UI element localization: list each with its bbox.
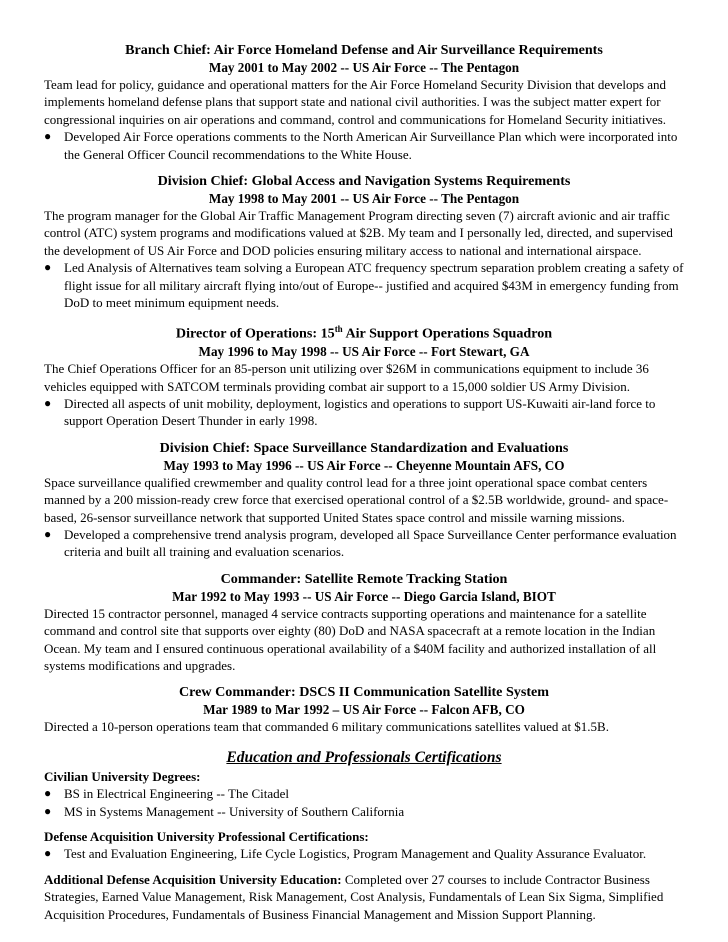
job-description: Directed a 10-person operations team that commanded 6 military communications satellites valued at $1.5B.	[44, 719, 609, 735]
job-description: The program manager for the Global Air Traffic Management Program directing seven (7) aircraft avionic and air traffic control (ATC) system programs and modifications valued at $2B. My team and I personally led, directed, and supervised the development of US Air Force and DOD policies ensuring military access to national and international airspace.	[44, 208, 673, 258]
job-entry	[44, 320, 684, 429]
list-item: ● BS in Electrical Engineering -- The Citadel	[44, 785, 684, 802]
civilian-degrees-heading: Civilian University Degrees:	[44, 768, 201, 784]
job-title	[44, 320, 684, 343]
additional-education-heading: Additional Defense Acquisition University Education:	[44, 871, 342, 887]
civilian-degrees-list	[44, 785, 684, 820]
job-bullet: ● Led Analysis of Alternatives team solving a European ATC frequency spectrum separation problem creating a safety of flight issue for all military aircraft flying into/out of Europe-- justified and acquired $43M in emergency funding from DoD to meet minimum equipment needs.	[44, 259, 684, 311]
job-dates: May 1993 to May 1996 -- US Air Force -- Cheyenne Mountain AFS, CO	[163, 457, 565, 473]
job-dates: Mar 1989 to Mar 1992 – US Air Force -- Falcon AFB, CO	[203, 702, 525, 718]
job-description: Space surveillance qualified crewmember and quality control lead for a three joint operational space combat centers manned by a 200 mission-ready crew force that exercised operational control of a $2.5B worldwide, ground- and space-based, 26-sensor surveillance network that supported United States space control and missile warning missions.	[44, 474, 669, 525]
dau-certifications-heading: Defense Acquisition University Professional Certifications:	[44, 829, 369, 845]
job-bullet: ● Directed all aspects of unit mobility, deployment, logistics and operations to support US-Kuwaiti air-land force to support Operation Desert Thunder in early 1998.	[44, 395, 684, 430]
job-title-prefix: Director of Operations: 15	[175, 326, 335, 343]
job-entry	[44, 570, 684, 675]
job-bullet: ● Developed a comprehensive trend analysis program, developed all Space Surveillance Center performance evaluation criteria and built all training and evaluation scenarios.	[44, 526, 684, 561]
job-title-suffix: Air Support Operations Squadron	[342, 326, 553, 343]
job-entry	[44, 439, 684, 561]
job-entry	[44, 41, 684, 163]
additional-education	[44, 871, 684, 923]
additional-education-text: Completed over 27 courses to include Contractor Business Strategies, Earned Value Management, Risk Management, Cost Analysis, Fundamentals of Lean Six Sigma, Simplified Acquisition Procedures, Fundamentals of Business Financial Management and Mission Support Planning.	[44, 871, 664, 922]
job-bullet: ● Developed Air Force operations comments to the North American Air Surveillance Plan which were incorporated into the General Officer Council recommendations to the White House.	[44, 128, 684, 163]
dau-certifications-list	[44, 845, 684, 862]
list-item: ● MS in Systems Management -- University of Southern California	[44, 803, 684, 820]
job-description: The Chief Operations Officer for an 85-person unit utilizing over $26M in communications equipment to include 36 vehicles equipped with SATCOM terminals providing combat air support to a 15,000 soldier US Army Division.	[44, 361, 649, 394]
job-dates: May 1996 to May 1998 -- US Air Force -- Fort Stewart, GA	[198, 344, 530, 360]
job-description: Directed 15 contractor personnel, managed 4 service contracts supporting operations and maintenance for a satellite command and control site that supports over eighty (80) DoD and NASA spacecraft at a remote location in the Indian Ocean. My team and I ensured continuous operational availability of a $40M facility and authorized installation of all systems modifications and upgrades.	[44, 605, 657, 674]
job-dates: May 1998 to May 2001 -- US Air Force -- The Pentagon	[208, 191, 520, 207]
job-description: Team lead for policy, guidance and operational matters for the Air Force Homeland Security Division that develops and implements homeland defense plans that support state and national civil authorities. I was the subject matter expert for congressional inquiries on air operations and command, control and communications for Homeland Security initiatives.	[44, 77, 667, 127]
job-dates: Mar 1992 to May 1993 -- US Air Force -- Diego Garcia Island, BIOT	[172, 588, 556, 604]
job-title: Division Chief: Space Surveillance Standardization and Evaluations	[159, 439, 569, 456]
job-title: Division Chief: Global Access and Navigation Systems Requirements	[157, 173, 571, 190]
job-bullets	[44, 259, 684, 311]
job-bullets	[44, 395, 684, 430]
job-entry	[44, 172, 684, 311]
job-bullets	[44, 128, 684, 163]
job-title-superscript: th	[334, 324, 343, 335]
job-entry	[44, 683, 684, 735]
job-dates: May 2001 to May 2002 -- US Air Force -- The Pentagon	[208, 60, 520, 75]
section-heading-education: Education and Professionals Certifications	[226, 748, 502, 766]
job-title: Branch Chief: Air Force Homeland Defense and Air Surveillance Requirements	[125, 42, 603, 58]
job-bullets	[44, 526, 684, 561]
job-title: Commander: Satellite Remote Tracking Station	[220, 570, 508, 587]
list-item: ● Test and Evaluation Engineering, Life Cycle Logistics, Program Management and Quality Assurance Evaluator.	[44, 845, 684, 862]
job-title: Crew Commander: DSCS II Communication Satellite System	[178, 684, 550, 701]
